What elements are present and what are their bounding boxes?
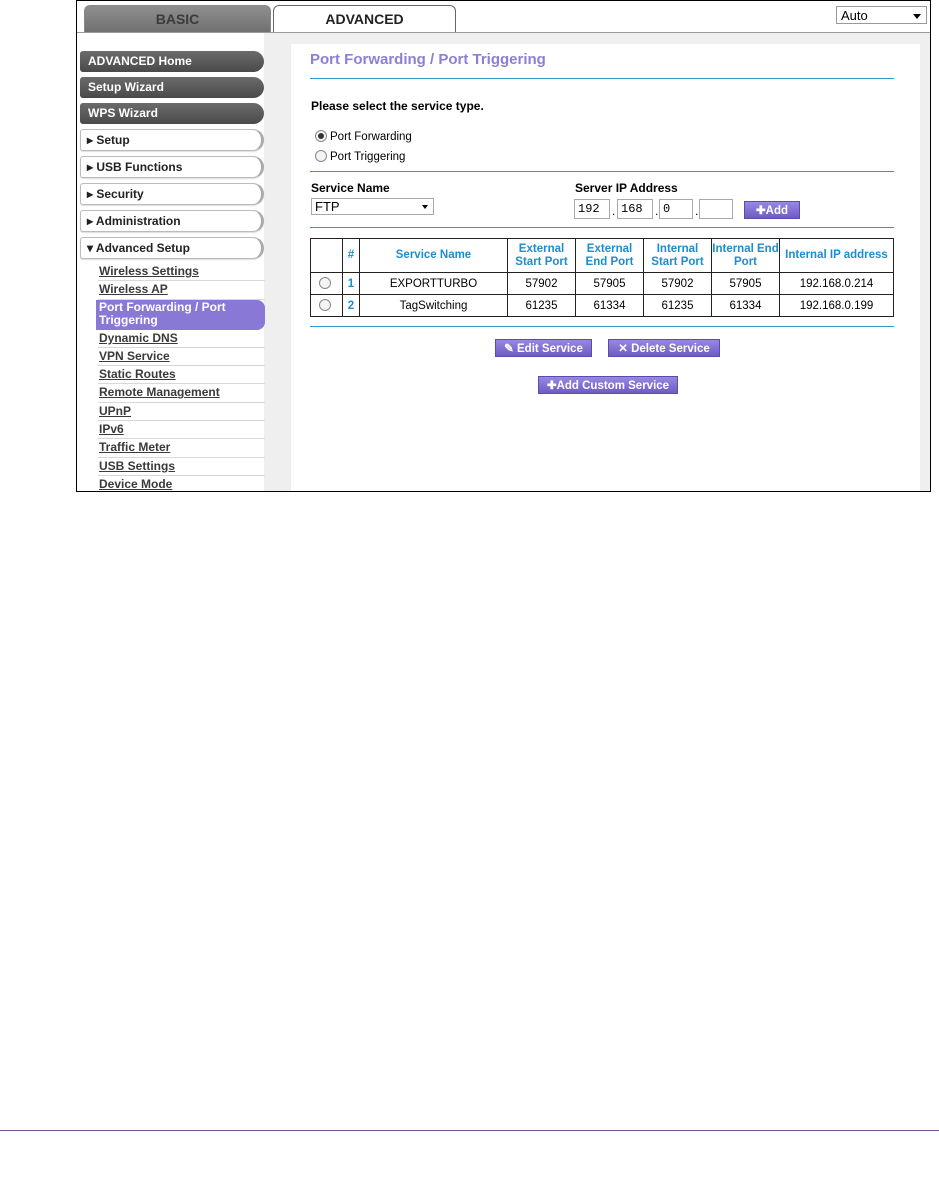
row-external-start: 61235 — [508, 295, 576, 317]
divider — [310, 326, 894, 327]
row-service-name: EXPORTTURBO — [360, 273, 508, 295]
service-name-label: Service Name — [311, 181, 390, 195]
ip-octet-4[interactable] — [699, 199, 733, 219]
sidebar-item-advanced-setup[interactable] — [80, 237, 264, 259]
add-button[interactable] — [744, 201, 800, 219]
col-header-internal-ip: Internal IP address — [780, 239, 894, 273]
submenu-dynamic-dns[interactable]: Dynamic DNS — [98, 330, 265, 348]
router-admin-window — [76, 0, 931, 492]
submenu-remote-management[interactable]: Remote Management — [98, 384, 265, 402]
row-internal-ip: 192.168.0.214 — [780, 273, 894, 295]
table-header-row — [311, 239, 894, 273]
row-internal-ip: 192.168.0.199 — [780, 295, 894, 317]
row-number: 2 — [343, 295, 360, 317]
radio-selected-icon — [315, 130, 327, 142]
tab-advanced[interactable]: ADVANCED — [273, 5, 456, 33]
submenu-traffic-meter[interactable]: Traffic Meter — [98, 439, 265, 457]
col-header-external-end: External End Port — [576, 239, 644, 273]
triangle-right-icon: ▸ — [87, 160, 94, 174]
row-internal-start: 57902 — [644, 273, 712, 295]
sidebar-item-label: Advanced Setup — [95, 241, 190, 255]
divider — [310, 227, 894, 228]
add-button-label: Add — [765, 205, 788, 217]
chevron-down-icon — [913, 14, 921, 19]
submenu-ipv6[interactable]: IPv6 — [98, 421, 265, 439]
radio-unselected-icon[interactable] — [319, 299, 331, 311]
radio-port-triggering[interactable] — [315, 150, 405, 163]
col-header-internal-start: Internal Start Port — [644, 239, 712, 273]
plus-icon: ✚ — [546, 380, 557, 392]
sidebar-item-label: Security — [96, 187, 144, 201]
row-select-cell[interactable] — [311, 273, 343, 295]
service-type-prompt: Please select the service type. — [311, 99, 484, 113]
triangle-right-icon: ▸ — [87, 214, 94, 228]
sidebar-item-label: Setup — [96, 133, 130, 147]
language-select[interactable] — [836, 6, 927, 24]
row-internal-end: 61334 — [712, 295, 780, 317]
tab-basic[interactable]: BASIC — [84, 5, 271, 33]
plus-icon: ✚ — [756, 205, 766, 217]
sidebar-item-setup-wizard[interactable]: Setup Wizard — [80, 77, 264, 98]
sidebar-item-security[interactable] — [80, 183, 264, 205]
col-header-external-start: External Start Port — [508, 239, 576, 273]
col-header-internal-end: Internal End Port — [712, 239, 780, 273]
row-internal-end: 57905 — [712, 273, 780, 295]
sidebar-item-label: Administration — [95, 214, 181, 228]
submenu-device-mode[interactable]: Device Mode — [98, 476, 265, 492]
pencil-icon: ✎ — [504, 343, 514, 355]
submenu-wireless-settings[interactable]: Wireless Settings — [98, 263, 265, 281]
ip-separator: . — [655, 204, 659, 218]
row-internal-start: 61235 — [644, 295, 712, 317]
sidebar-item-label: USB Functions — [96, 160, 183, 174]
submenu-usb-settings[interactable]: USB Settings — [98, 458, 265, 476]
submenu-static-routes[interactable]: Static Routes — [98, 366, 265, 384]
sidebar-item-usb-functions[interactable] — [80, 156, 264, 178]
sidebar-item-wps-wizard[interactable]: WPS Wizard — [80, 103, 264, 124]
row-external-end: 61334 — [576, 295, 644, 317]
row-external-start: 57902 — [508, 273, 576, 295]
language-select-value: Auto — [841, 8, 868, 23]
col-header-service-name: Service Name — [360, 239, 508, 273]
ip-separator: . — [612, 204, 616, 218]
chevron-down-icon — [422, 205, 428, 209]
radio-unselected-icon — [315, 150, 327, 162]
table-row — [311, 273, 894, 295]
ip-separator: . — [695, 204, 699, 218]
service-name-select[interactable] — [311, 198, 434, 215]
ip-octet-3[interactable]: 0 — [659, 199, 693, 219]
radio-label: Port Forwarding — [330, 131, 412, 143]
sidebar-item-administration[interactable] — [80, 210, 264, 232]
submenu-wireless-ap[interactable]: Wireless AP — [98, 281, 265, 299]
edit-service-label: Edit Service — [517, 343, 583, 355]
divider — [310, 78, 894, 79]
port-forwarding-table — [310, 238, 894, 317]
row-service-name: TagSwitching — [360, 295, 508, 317]
add-custom-service-button[interactable] — [538, 376, 678, 394]
add-custom-service-label: Add Custom Service — [556, 380, 670, 392]
submenu-upnp[interactable]: UPnP — [98, 403, 265, 421]
ip-octet-1[interactable]: 192 — [574, 199, 610, 219]
col-header-select — [311, 239, 343, 273]
triangle-down-icon: ▾ — [87, 241, 94, 255]
row-number: 1 — [343, 273, 360, 295]
delete-service-label: Delete Service — [631, 343, 710, 355]
radio-unselected-icon[interactable] — [319, 277, 331, 289]
server-ip-label: Server IP Address — [575, 181, 678, 195]
triangle-right-icon: ▸ — [87, 133, 94, 147]
row-select-cell[interactable] — [311, 295, 343, 317]
ip-octet-2[interactable]: 168 — [617, 199, 653, 219]
sidebar — [80, 51, 264, 492]
sidebar-item-advanced-home[interactable]: ADVANCED Home — [80, 51, 264, 72]
divider — [310, 171, 894, 172]
footer-divider — [0, 1130, 939, 1131]
radio-label: Port Triggering — [330, 151, 406, 163]
page-title: Port Forwarding / Port Triggering — [310, 51, 546, 68]
advanced-setup-submenu — [98, 263, 265, 492]
col-header-number: # — [343, 239, 360, 273]
delete-service-button[interactable] — [608, 339, 720, 357]
triangle-right-icon: ▸ — [87, 187, 94, 201]
edit-service-button[interactable] — [495, 339, 592, 357]
submenu-vpn-service[interactable]: VPN Service — [98, 348, 265, 366]
sidebar-item-setup[interactable] — [80, 129, 264, 151]
row-external-end: 57905 — [576, 273, 644, 295]
submenu-port-forwarding[interactable]: Port Forwarding / Port Triggering — [96, 300, 265, 330]
close-icon: ✕ — [618, 343, 628, 355]
main-panel — [290, 44, 920, 492]
radio-port-forwarding[interactable] — [315, 130, 412, 143]
service-name-value: FTP — [315, 199, 340, 214]
table-row — [311, 295, 894, 317]
